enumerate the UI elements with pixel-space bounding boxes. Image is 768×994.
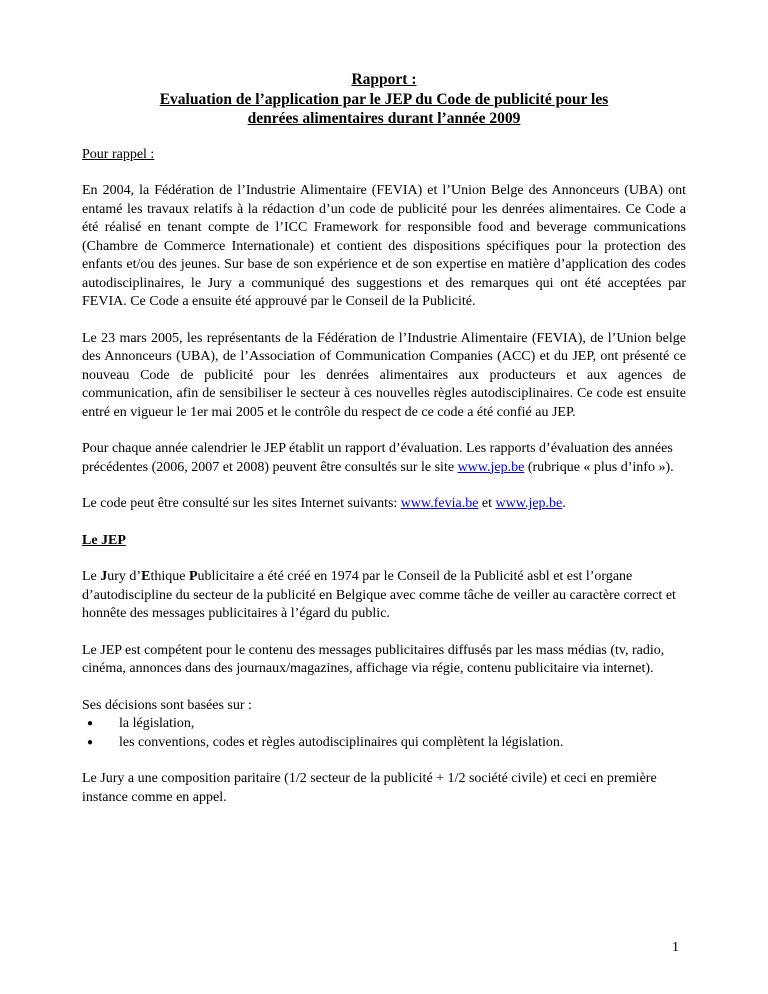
jep-def-word1: ury d’ [107,569,142,584]
rappel-heading [82,146,686,165]
bullet-icon: ● [87,736,94,748]
paragraph-code-websites [82,495,686,514]
title-line-1: Rapport : [351,71,417,88]
paragraph-history: En 2004, la Fédération de l’Industrie Alimentaire (FEVIA) et l’Union Belge des Annonceurs (UBA) ont entamé les travaux relatifs à la rédaction d’un code de publicité pour les denrées alimentaires. Ce Code a été réalisé en tenant compte de l’ICC Framework for responsible food and beverage communications (Chambre de Commerce Internationale) et contient des dispositions spécifiques pour la protection des enfants et/ou des jeunes. Sur base de son expérience et de son expertise en matière d’application des codes autodisciplinaires, le Jury a communiqué des suggestions et des remarques qui ont été acceptées par FEVIA. Ce Code a ensuite été approuvé par le Conseil de la Publicité. [82,183,686,309]
paragraph-jep-definition [82,568,686,624]
paragraph-code-period: . [562,496,566,511]
jep-initial-p: P [188,569,198,584]
title-line-3: denrées alimentaires durant l’année 2009 [247,110,521,127]
paragraph-decisions-intro: Ses décisions sont basées sur : [82,697,252,713]
jep-def-rest: ublicitaire a été créé en 1974 par le Conseil de la Publicité asbl et est l’organe d’autodiscipline du secteur de la publicité en Belgique avec comme tâche de veiller au caractère correct et honnête des messages publicitaires à l’égard du public. [82,569,676,621]
jep-initial-j: J [100,569,108,584]
jep-heading-text: Le JEP [82,532,126,548]
jep-website-link-2[interactable]: www.jep.be [495,496,563,511]
list-item [82,715,686,734]
paragraph-presentation: Le 23 mars 2005, les représentants de la Fédération de l’Industrie Alimentaire (FEVIA), de l’Union belge des Annonceurs (UBA), de l’Association of Communication Companies (ACC) et du JEP, ont présenté ce nouveau Code de publicité pour les denrées alimentaires aux producteurs et aux agences de communication, afin de sensibiliser le secteur à ces nouvelles règles autodisciplinaires. Ce code est ensuite entré en vigueur le 1er mai 2005 et le contrôle du respect de ce code a été confié au JEP. [82,330,686,420]
fevia-website-link[interactable]: www.fevia.be [400,496,479,511]
jep-def-word2: thique [150,569,189,584]
page-number: 1 [672,940,679,955]
report-title [82,70,686,129]
jep-initial-e: E [141,569,151,584]
document-page [82,70,686,825]
paragraph-evaluation-text: Pour chaque année calendrier le JEP établit un rapport d’évaluation. Les rapports d’évaluation des années précédentes (2006, 2007 et 2008) peuvent être consultés sur le site [82,441,673,475]
jep-website-link[interactable]: www.jep.be [457,459,525,475]
jep-heading [82,532,686,551]
paragraph-code-and: et [478,496,496,511]
paragraph-evaluation-reports [82,440,686,477]
bullet-icon: ● [87,718,94,729]
rappel-heading-text: Pour rappel : [82,146,155,162]
paragraph-jury-composition: Le Jury a une composition paritaire (1/2 secteur de la publicité + 1/2 société civile) et ceci en première instance comme en appel. [82,771,657,805]
list-item-text: la législation, [119,716,195,731]
paragraph-evaluation-suffix: (rubrique « plus d’info »). [524,459,674,475]
paragraph-code-text: Le code peut être consulté sur les sites Internet suivants: [82,496,401,511]
decisions-list [82,715,686,752]
title-line-2: Evaluation de l’application par le JEP du Code de publicité pour les [159,90,609,108]
paragraph-jep-competence: Le JEP est compétent pour le contenu des messages publicitaires diffusés par les mass médias (tv, radio, cinéma, annonces dans des journaux/magazines, affichage via régie, contenu publicitaire via internet). [82,642,665,676]
jep-def-prefix: Le [82,569,101,584]
list-item-text: les conventions, codes et règles autodisciplinaires qui complètent la législation. [119,734,564,750]
list-item [82,734,686,753]
